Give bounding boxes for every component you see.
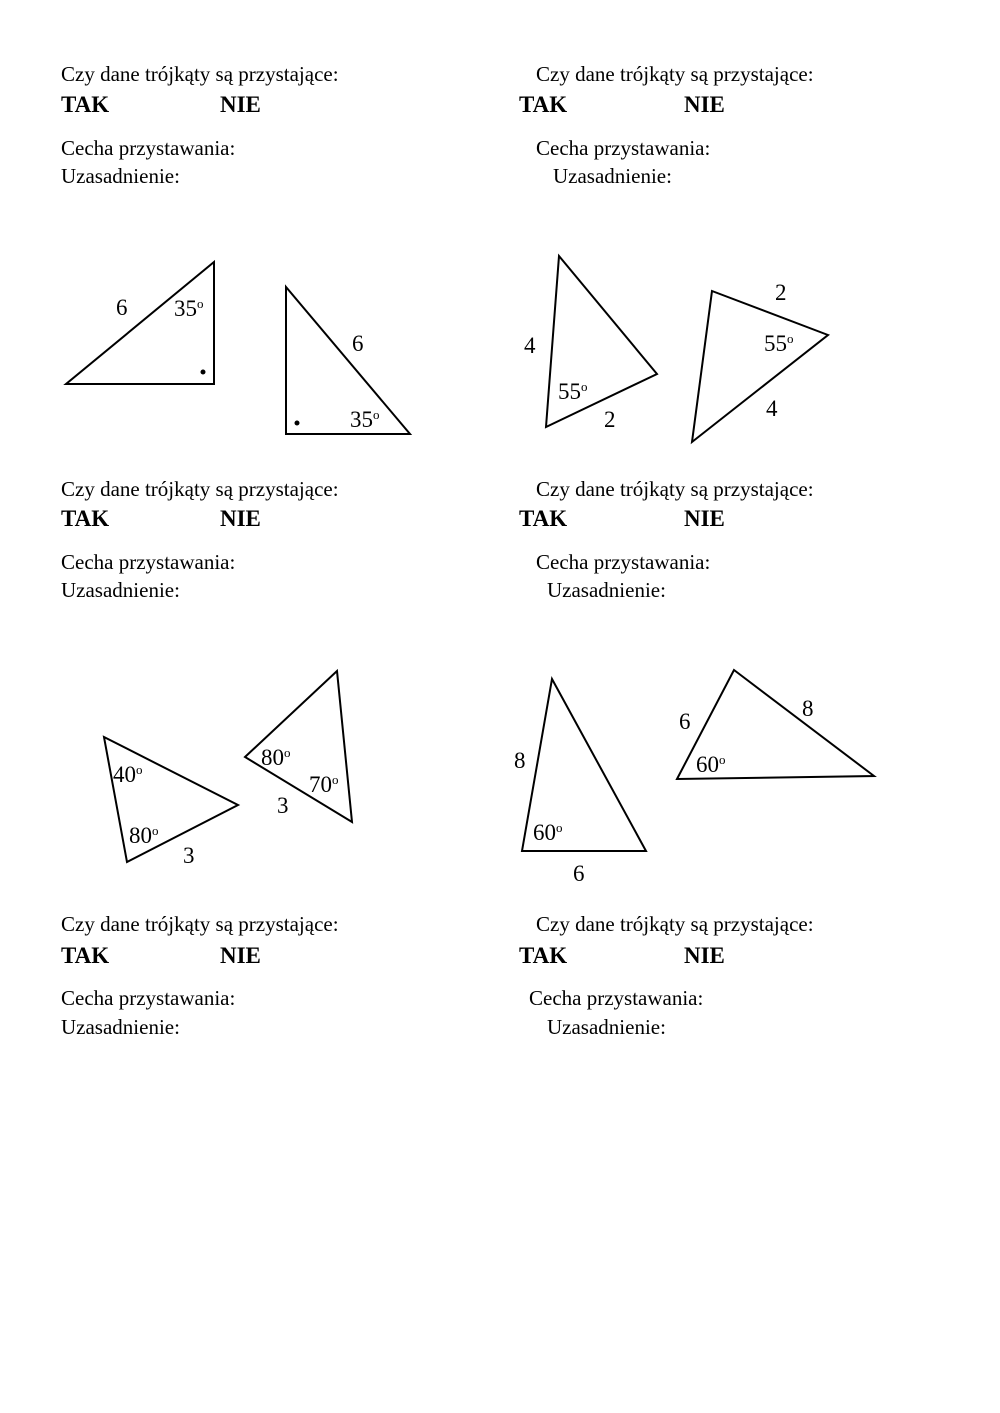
answer-yes-4[interactable]: TAK (519, 506, 568, 531)
label-side-2b-bottom: 4 (766, 396, 778, 421)
question-text-4: Czy dane trójkąty są przystające: (536, 477, 814, 501)
answer-no-4[interactable]: NIE (684, 506, 725, 531)
answer-no-5[interactable]: NIE (220, 943, 261, 968)
label-side-2a-left: 4 (524, 333, 536, 358)
triangle-pair-3 (104, 671, 352, 868)
label-angle-3b-left (261, 745, 291, 770)
label-angle-4b (696, 752, 726, 777)
label-side-4a-bottom: 6 (573, 861, 585, 886)
label-angle-value-3b-left: 80 (261, 745, 284, 770)
question-text-2: Czy dane trójkąty są przystające: (536, 62, 814, 86)
right-angle-mark-1b (295, 421, 300, 426)
triangle-1a (66, 262, 214, 384)
justification-label-3: Uzasadnienie: (61, 578, 180, 602)
question-text-1: Czy dane trójkąty są przystające: (61, 62, 339, 86)
label-angle-value-2a: 55 (558, 379, 581, 404)
degree-mark-3b-left: o (284, 745, 291, 760)
label-angle-2b (764, 331, 794, 356)
answer-yes-2[interactable]: TAK (519, 92, 568, 117)
degree-mark-2b: o (787, 331, 794, 346)
question-text-3: Czy dane trójkąty są przystające: (61, 477, 339, 501)
degree-mark-3a-bottom: o (152, 823, 159, 838)
feature-label-6: Cecha przystawania: (529, 986, 704, 1010)
degree-mark-3b-right: o (332, 772, 339, 787)
degree-mark-3a-top: o (136, 762, 143, 777)
label-side-3a: 3 (183, 843, 195, 868)
justification-label-4: Uzasadnienie: (547, 578, 666, 602)
feature-label-2: Cecha przystawania: (536, 136, 711, 160)
answer-yes-1[interactable]: TAK (61, 92, 110, 117)
justification-label-6: Uzasadnienie: (547, 1015, 666, 1039)
label-angle-value-1a: 35 (174, 296, 197, 321)
label-angle-2a (558, 379, 588, 404)
label-angle-3a-bottom (129, 823, 159, 848)
answer-yes-5[interactable]: TAK (61, 943, 110, 968)
label-angle-3a-top (113, 762, 143, 787)
feature-label-3: Cecha przystawania: (61, 550, 236, 574)
degree-mark-4b: o (719, 752, 726, 767)
feature-label-1: Cecha przystawania: (61, 136, 236, 160)
answer-yes-3[interactable]: TAK (61, 506, 110, 531)
label-angle-3b-right (309, 772, 339, 797)
label-side-1a: 6 (116, 295, 128, 320)
label-side-2a-bottom: 2 (604, 407, 616, 432)
triangle-2b (692, 291, 828, 442)
degree-mark-1a: o (197, 296, 204, 311)
label-angle-value-3a-top: 40 (113, 762, 136, 787)
label-side-1b: 6 (352, 331, 364, 356)
answer-no-2[interactable]: NIE (684, 92, 725, 117)
right-angle-mark-1a (201, 370, 206, 375)
label-angle-value-2b: 55 (764, 331, 787, 356)
justification-label-2: Uzasadnienie: (553, 164, 672, 188)
question-text-5: Czy dane trójkąty są przystające: (61, 912, 339, 936)
answer-no-6[interactable]: NIE (684, 943, 725, 968)
degree-mark-4a: o (556, 820, 563, 835)
label-angle-4a (533, 820, 563, 845)
triangle-pair-1 (66, 262, 410, 434)
label-side-4a-left: 8 (514, 748, 526, 773)
triangle-pair-2 (524, 256, 828, 442)
answer-no-1[interactable]: NIE (220, 92, 261, 117)
triangle-3a (104, 737, 238, 862)
feature-label-5: Cecha przystawania: (61, 986, 236, 1010)
justification-label-1: Uzasadnienie: (61, 164, 180, 188)
triangle-1b (286, 287, 410, 434)
justification-label-5: Uzasadnienie: (61, 1015, 180, 1039)
label-angle-1b (350, 407, 380, 432)
label-side-4b-left: 6 (679, 709, 691, 734)
label-angle-value-3b-right: 70 (309, 772, 332, 797)
label-angle-1a (174, 296, 204, 321)
label-side-3b: 3 (277, 793, 289, 818)
label-angle-value-4b: 60 (696, 752, 719, 777)
label-angle-value-4a: 60 (533, 820, 556, 845)
triangle-pair-4 (514, 670, 874, 886)
degree-mark-2a: o (581, 379, 588, 394)
label-angle-value-1b: 35 (350, 407, 373, 432)
label-side-4b-right: 8 (802, 696, 814, 721)
answer-no-3[interactable]: NIE (220, 506, 261, 531)
label-side-2b-top: 2 (775, 280, 787, 305)
label-angle-value-3a-bottom: 80 (129, 823, 152, 848)
question-text-6: Czy dane trójkąty są przystające: (536, 912, 814, 936)
answer-yes-6[interactable]: TAK (519, 943, 568, 968)
feature-label-4: Cecha przystawania: (536, 550, 711, 574)
degree-mark-1b: o (373, 407, 380, 422)
